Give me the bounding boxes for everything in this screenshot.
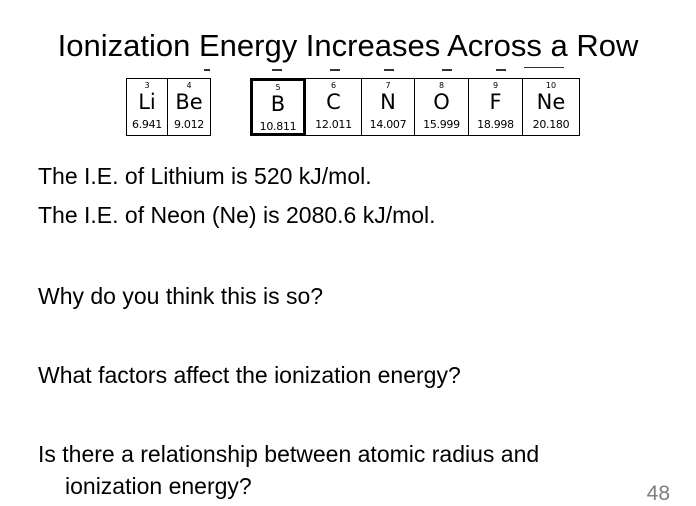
- atomic-number: 8: [438, 81, 445, 90]
- page-number: 48: [646, 482, 670, 505]
- atomic-number: 9: [492, 81, 499, 90]
- element-symbol: N: [380, 90, 396, 114]
- atomic-mass: 18.998: [477, 118, 514, 131]
- question-radius: Is there a relationship between atomic radius and: [38, 441, 540, 467]
- atomic-mass: 6.941: [132, 118, 162, 131]
- element-cell-b: [250, 78, 306, 136]
- element-symbol: Li: [138, 90, 156, 114]
- atomic-number: 7: [385, 81, 391, 90]
- atomic-mass: 10.811: [259, 120, 297, 133]
- atomic-mass: 15.999: [423, 118, 460, 131]
- lithium-ie-text: The I.E. of Lithium is 520 kJ/mol.: [38, 163, 372, 189]
- question-factors: What factors affect the ionization energy?: [38, 362, 461, 388]
- element-cell-f: [468, 78, 523, 136]
- element-cell-n: [361, 78, 415, 136]
- atomic-mass: 9.012: [174, 118, 204, 131]
- element-symbol: O: [433, 90, 450, 114]
- element-cell-li: [126, 78, 168, 136]
- element-symbol: Be: [175, 90, 203, 114]
- atomic-number: 10: [545, 81, 557, 90]
- element-symbol: B: [270, 92, 286, 116]
- atomic-number: 3: [144, 81, 150, 90]
- atomic-mass: 12.011: [315, 118, 352, 131]
- question-radius-continued: ionization energy?: [65, 473, 252, 499]
- atomic-number: 5: [275, 83, 281, 92]
- question-why: Why do you think this is so?: [38, 283, 324, 309]
- element-symbol: Ne: [536, 90, 566, 114]
- element-cell-o: [414, 78, 469, 136]
- slide-title: Ionization Energy Increases Across a Row: [57, 28, 639, 63]
- periodic-table-row: [126, 66, 584, 140]
- table-top-fragment: [126, 66, 584, 77]
- element-symbol: F: [489, 90, 502, 114]
- atomic-mass: 14.007: [369, 118, 407, 131]
- atomic-number: 4: [186, 81, 192, 90]
- atomic-mass: 20.180: [532, 118, 570, 131]
- atomic-number: 6: [330, 81, 337, 90]
- element-symbol: C: [326, 90, 341, 114]
- neon-ie-text: The I.E. of Neon (Ne) is 2080.6 kJ/mol.: [38, 202, 436, 228]
- element-cell-c: [305, 78, 362, 136]
- element-cell-be: [167, 78, 211, 136]
- element-cell-ne: [522, 78, 580, 136]
